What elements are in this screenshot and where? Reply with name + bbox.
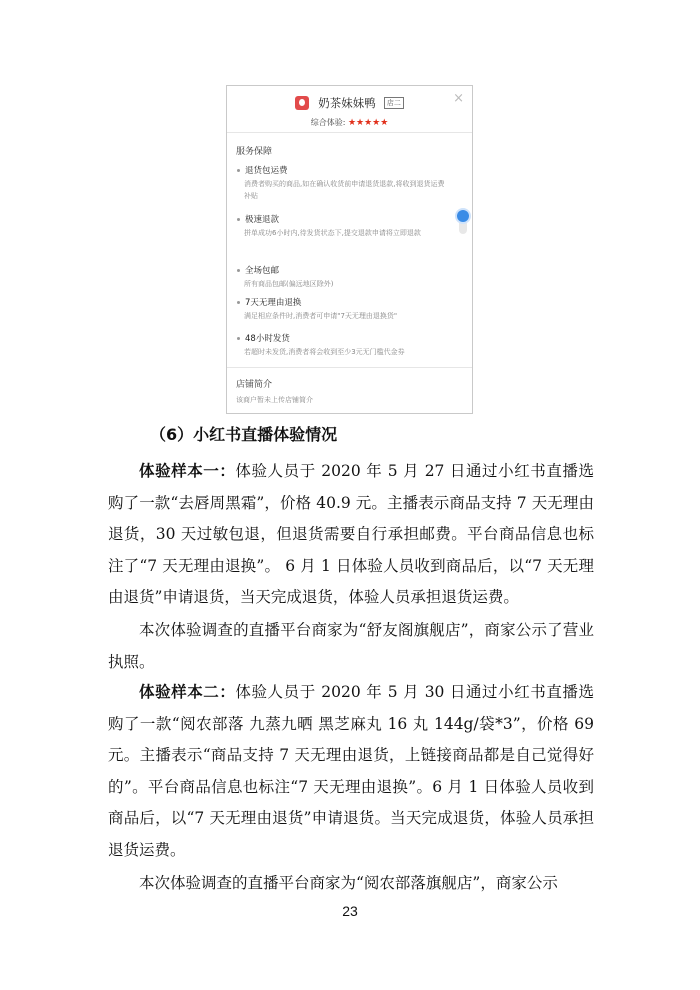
scrollbar-thumb[interactable] (457, 210, 469, 222)
service-item-desc: 若超时未发货,消费者将会收到至少3元无门槛代金券 (244, 348, 405, 356)
shop-header (227, 92, 472, 114)
shop-name: 奶茶妹妹鸭 (318, 95, 376, 110)
sample1-label: 体验样本一： (139, 462, 236, 480)
divider (227, 367, 472, 368)
service-item-title: 极速退款 (237, 213, 279, 225)
service-item-desc: 所有商品包邮(偏远地区除外) (244, 280, 334, 288)
divider (227, 132, 472, 133)
shop-service-screenshot (226, 85, 473, 414)
section-heading: （6）小红书直播体验情况 (150, 425, 338, 444)
service-item-title: 7天无理由退换 (237, 296, 301, 308)
sample2-paragraph (108, 677, 594, 867)
service-item-desc: 消费者购买的商品,如在确认收货前申请退货退款,将收到退货运费补贴 (244, 180, 445, 200)
service-section-title: 服务保障 (236, 147, 273, 157)
sample1-paragraph (108, 456, 594, 614)
service-item-desc: 拼单成功6小时内,待发货状态下,提交退款申请将立即退款 (244, 229, 421, 237)
sample2-label: 体验样本二： (139, 683, 236, 701)
intro-text: 该商户暂未上传店铺简介 (236, 396, 313, 404)
page-number: 23 (342, 903, 358, 919)
intro-section-title: 店铺简介 (236, 380, 273, 390)
shop-badge: 店二 (384, 97, 404, 109)
shop-logo-icon (295, 96, 309, 110)
close-icon[interactable]: × (453, 91, 464, 106)
merchant1-paragraph: 本次体验调查的直播平台商家为“舒友阁旗舰店”，商家公示了营业执照。 (108, 621, 594, 671)
service-item-title: 退货包运费 (237, 164, 288, 176)
rating-row (227, 117, 472, 128)
star-rating: ★★★★★ (347, 118, 389, 128)
sample1-text: 体验人员于 2020 年 5 月 27 日通过小红书直播选购了一款“去唇周黑霜”，价格 40.9 元。主播表示商品支持 7 天无理由退货，30 天过敏包退，但退货需要自行承担邮费。平台商品信息也标注了“7 天无理由退换”。 6 月 1 日体验人员收到商品后，以“7 天无理由退货”申请退货，当天完成退货，体验人员承担退货运费。 (108, 462, 594, 607)
service-item-title: 全场包邮 (237, 264, 279, 276)
service-item-title: 48小时发货 (237, 332, 290, 344)
rating-label: 综合体验: (310, 118, 346, 127)
merchant2-paragraph: 本次体验调查的直播平台商家为“阅农部落旗舰店”，商家公示 (139, 874, 558, 892)
sample2-text: 体验人员于 2020 年 5 月 30 日通过小红书直播选购了一款“阅农部落 九蒸九晒 黑芝麻丸 16 丸 144g/袋*3”，价格 69 元。主播表示“商品支持 7 天无理由退货，上链接商品都是自己觉得好的”。平台商品信息也标注“7 天无理由退换”。6 月 1 日体验人员收到商品后，以“7 天无理由退货”申请退货。当天完成退货，体验人员承担退货运费。 (108, 683, 594, 859)
service-item-desc: 满足相应条件时,消费者可申请"7天无理由退换货" (244, 312, 398, 320)
